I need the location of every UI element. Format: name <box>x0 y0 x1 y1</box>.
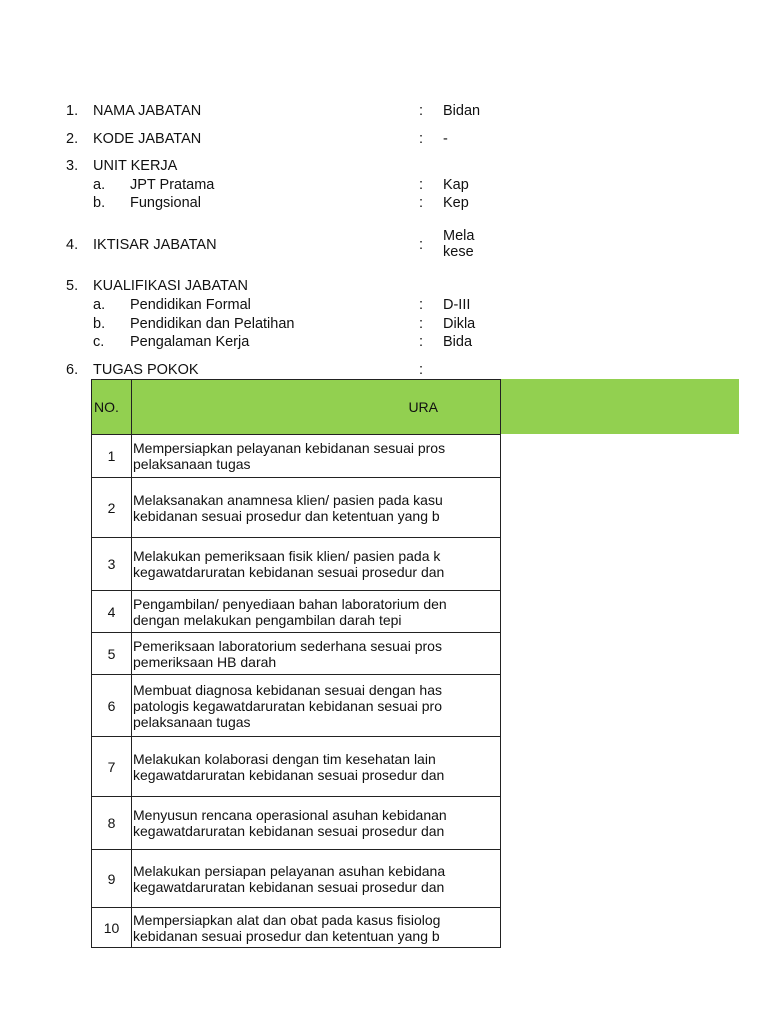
document-page: 1. NAMA JABATAN : Bidan 2. KODE JABATAN : - 3. UNIT KERJA a. JPT Pratama : Kap b. Fungsional : Kep 4. IKTISAR JABATAN : Mela kese 5. KUALIFIKASI JABATAN a. Pendidikan Formal : D-III b. Pendidikan dan Pelatihan : Dikla c. Pengalaman Kerja : Bida 6. TUGAS POKOK : NO. URA 1 Mempersiapkan pelayanan kebidanan sesuai pros pelaksanaan tugas 2 Melaksanakan anamnesa klien/ pasien pada kasu kebidanan sesuai prosedur dan ketentuan yang b 3 Melakukan pemeriksaan fisik klien/ pasien pada k kegawatdaruratan kebidanan sesuai prosedur dan 4 Pengambilan/ penyediaan bahan laboratorium den dengan melakukan pengambilan darah tepi 5 Pemeriksaan laboratorium sederhana sesuai pros pemeriksaan HB darah 6 Membuat diagnosa kebidanan sesuai dengan has patologis kegawatdaruratan kebidanan sesuai pro pelaksanaan tugas 7 Melakukan kolaborasi dengan tim kesehatan lain kegawatdaruratan kebidanan sesuai prosedur dan 8 Menyusun rencana operasional asuhan kebidanan kegawatdaruratan kebidanan sesuai prosedur dan 9 Melakukan persiapan pelayanan asuhan kebidana kegawatdaruratan kebidanan sesuai prosedur dan 10 Mempersiapkan alat dan obat pada kasus fisiolog kebidanan sesuai prosedur dan ketentuan yang b <box>0 0 471 1024</box>
field-label: JPT Pratama <box>130 177 215 193</box>
table-row: 7 Melakukan kolaborasi dengan tim kesehatan lain kegawatdaruratan kebidanan sesuai prosedur dan <box>92 737 501 797</box>
header-uraian: URA <box>132 380 501 435</box>
table-row: 3 Melakukan pemeriksaan fisik klien/ pasien pada k kegawatdaruratan kebidanan sesuai prosedur dan <box>92 538 501 591</box>
table-header-background-extension <box>471 379 739 434</box>
table-row: 1 Mempersiapkan pelayanan kebidanan sesuai pros pelaksanaan tugas <box>92 435 501 478</box>
table-row: 4 Pengambilan/ penyediaan bahan laboratorium den dengan melakukan pengambilan darah tepi <box>92 591 501 633</box>
table-row: 6 Membuat diagnosa kebidanan sesuai dengan has patologis kegawatdaruratan kebidanan sesuai pro pelaksanaan tugas <box>92 675 501 737</box>
field-value: Kep <box>443 195 469 211</box>
table-row: 2 Melaksanakan anamnesa klien/ pasien pada kasu kebidanan sesuai prosedur dan ketentuan yang b <box>92 478 501 538</box>
field-label: KODE JABATAN <box>93 131 202 147</box>
field-value: Kap <box>443 177 469 193</box>
table-row: 5 Pemeriksaan laboratorium sederhana sesuai pros pemeriksaan HB darah <box>92 633 501 675</box>
header-no: NO. <box>92 380 132 435</box>
table-row: 8 Menyusun rencana operasional asuhan kebidanan kegawatdaruratan kebidanan sesuai prosedur dan <box>92 797 501 850</box>
field-value: Bidan <box>443 103 481 119</box>
field-label: Pendidikan dan Pelatihan <box>130 316 295 332</box>
field-value: D-III <box>443 297 471 313</box>
field-label: Fungsional <box>130 195 201 211</box>
field-value: - <box>443 131 448 147</box>
field-label: KUALIFIKASI JABATAN <box>93 278 248 294</box>
field-label: UNIT KERJA <box>93 158 178 174</box>
field-label: NAMA JABATAN <box>93 103 202 119</box>
tugas-pokok-table <box>91 379 471 948</box>
field-label: Pengalaman Kerja <box>130 334 250 350</box>
table-row: 9 Melakukan persiapan pelayanan asuhan kebidana kegawatdaruratan kebidanan sesuai prosedur dan <box>92 850 501 908</box>
field-label: IKTISAR JABATAN <box>93 237 217 253</box>
table-row: 10 Mempersiapkan alat dan obat pada kasus fisiolog kebidanan sesuai prosedur dan ketentuan yang b <box>92 908 501 948</box>
field-label: Pendidikan Formal <box>130 297 251 313</box>
table-header-row <box>92 380 501 435</box>
field-label: TUGAS POKOK <box>93 362 199 378</box>
field-value: Bida <box>443 334 473 350</box>
field-value: Dikla <box>443 316 476 332</box>
